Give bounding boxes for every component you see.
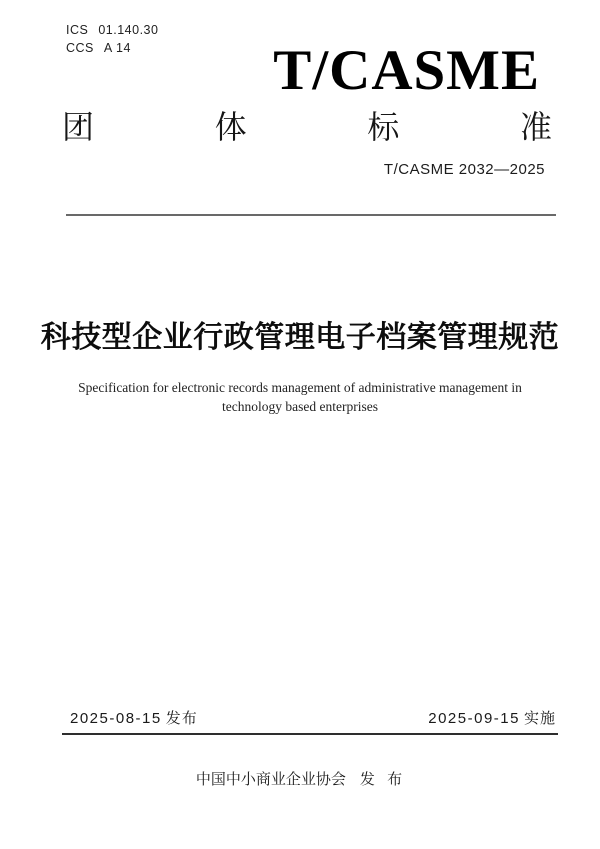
implement-date bbox=[428, 709, 556, 729]
document-title-en bbox=[40, 378, 560, 416]
dates-row bbox=[70, 709, 556, 729]
issue-date bbox=[70, 709, 198, 729]
ics-code: 01.140.30 bbox=[98, 23, 159, 37]
document-title-en-line2: technology based enterprises bbox=[222, 399, 378, 414]
classification-codes bbox=[66, 21, 158, 57]
issue-date-value: 2025-08-15 bbox=[70, 710, 162, 727]
document-title-en-line1: Specification for electronic records management of administrative management in bbox=[78, 380, 522, 395]
casme-logo: T/CASME bbox=[273, 39, 540, 102]
implement-date-label: 实施 bbox=[523, 710, 556, 727]
ccs-line bbox=[66, 39, 158, 57]
release-label: 发 布 bbox=[359, 771, 405, 788]
ics-line bbox=[66, 21, 158, 39]
footer-divider-rule bbox=[62, 733, 558, 735]
standard-type-char-4: 准 bbox=[519, 109, 552, 145]
ccs-code: A 14 bbox=[103, 41, 131, 55]
header-divider-rule bbox=[66, 214, 556, 216]
standard-type-label bbox=[62, 109, 552, 145]
document-title-cn: 科技型企业行政管理电子档案管理规范 bbox=[40, 321, 560, 354]
implement-date-value: 2025-09-15 bbox=[428, 710, 520, 727]
standard-type-char-3: 标 bbox=[367, 109, 400, 145]
standard-type-char-1: 团 bbox=[62, 109, 95, 145]
ics-label: ICS bbox=[66, 23, 89, 37]
issue-date-label: 发布 bbox=[165, 710, 198, 727]
standard-number: T/CASME 2032—2025 bbox=[383, 161, 545, 178]
ccs-label: CCS bbox=[66, 41, 94, 55]
publisher-row bbox=[0, 770, 600, 790]
publisher-name: 中国中小商业企业协会 bbox=[195, 771, 346, 788]
standard-type-char-2: 体 bbox=[214, 109, 247, 145]
